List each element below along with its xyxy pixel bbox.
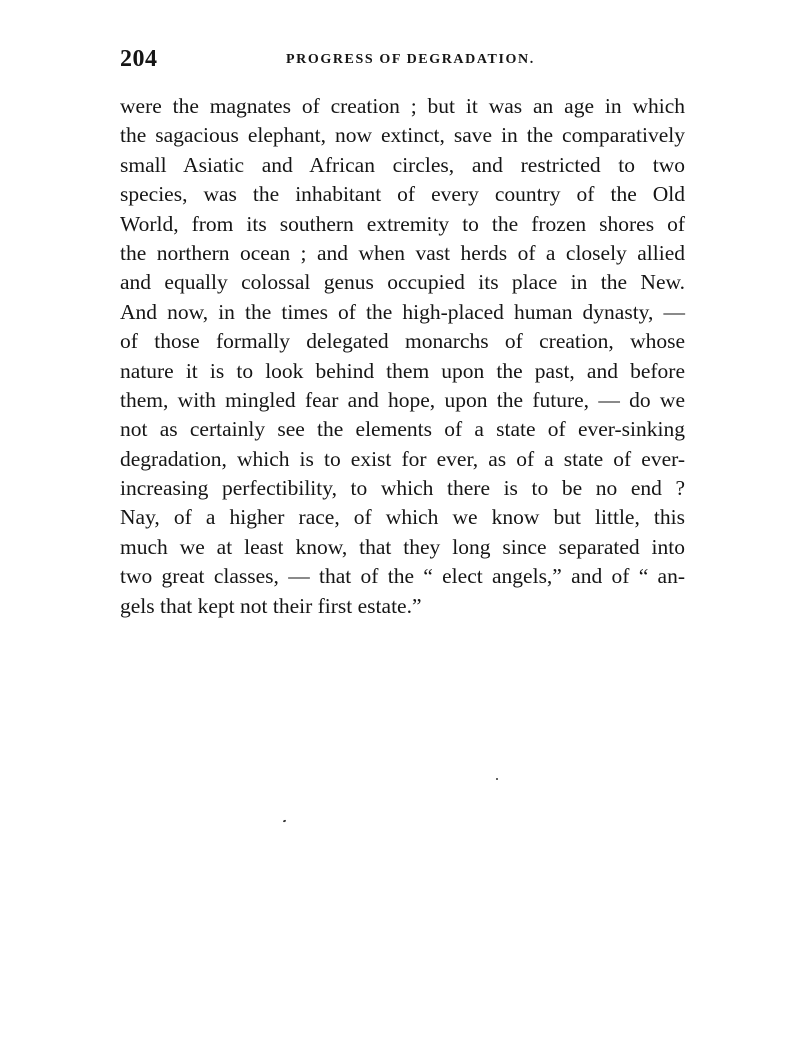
text-line: nature it is to look behind them upon the past, and before xyxy=(120,358,685,383)
text-line: the sagacious elephant, now extinct, save in the comparatively xyxy=(120,123,685,148)
print-speck xyxy=(496,778,498,780)
running-title: PROGRESS OF DEGRADATION. xyxy=(286,52,535,67)
text-line: Nay, of a higher race, of which we know but little, this xyxy=(120,505,685,530)
text-line: World, from its southern extremity to the frozen shores of xyxy=(120,211,685,236)
text-line: gels that kept not their first estate.” xyxy=(120,593,422,618)
text-line: And now, in the times of the high-placed human dynasty, — xyxy=(120,299,685,324)
body-text xyxy=(120,92,685,621)
text-line: small Asiatic and African circles, and restricted to two xyxy=(120,152,685,177)
text-line: species, was the inhabitant of every country of the Old xyxy=(120,182,685,207)
text-line: and equally colossal genus occupied its place in the New. xyxy=(120,270,685,295)
text-line: two great classes, — that of the “ elect angels,” and of “ an- xyxy=(120,564,685,589)
text-line: of those formally delegated monarchs of creation, whose xyxy=(120,329,685,354)
text-line: the northern ocean ; and when vast herds of a closely allied xyxy=(120,240,685,265)
text-line: much we at least know, that they long since separated into xyxy=(120,534,685,559)
running-head xyxy=(120,46,685,76)
text-line: not as certainly see the elements of a state of ever-sinking xyxy=(120,417,685,442)
text-line: were the magnates of creation ; but it was an age in which xyxy=(120,94,685,118)
page-number: 204 xyxy=(120,46,158,72)
text-line: them, with mingled fear and hope, upon the future, — do we xyxy=(120,387,685,412)
text-line: degradation, which is to exist for ever, as of a state of ever- xyxy=(120,446,685,471)
text-line: increasing perfectibility, to which there is to be no end ? xyxy=(120,476,685,501)
print-speck xyxy=(283,819,287,822)
